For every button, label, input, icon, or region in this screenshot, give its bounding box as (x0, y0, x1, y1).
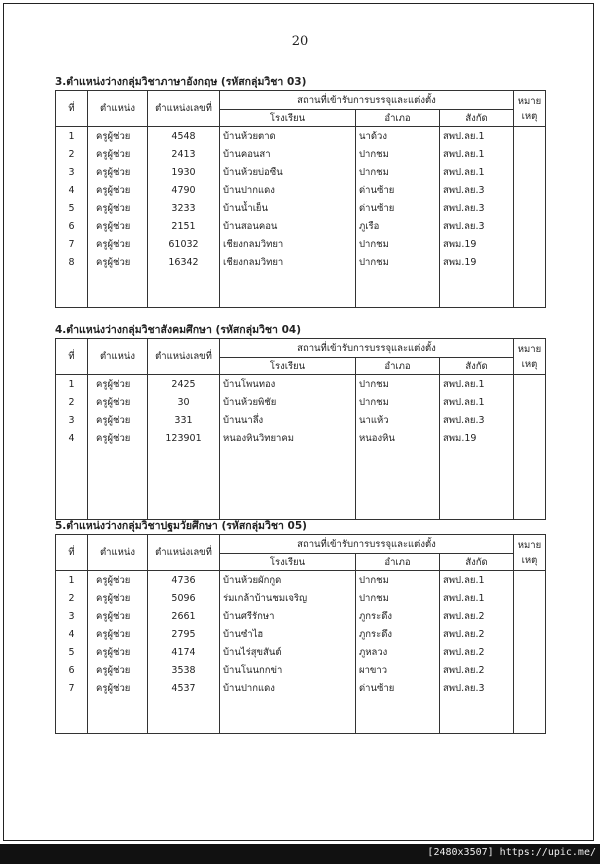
table-row (56, 411, 546, 429)
cell-position-number: 4790 (148, 181, 220, 199)
cell-school (220, 715, 356, 734)
cell-school: บ้านน้ำเย็น (220, 199, 356, 217)
header-position: ตำแหน่ง (88, 535, 148, 571)
cell-position: ครูผู้ช่วย (88, 571, 148, 590)
cell-position-number: 5096 (148, 589, 220, 607)
cell-remark (514, 715, 546, 734)
cell-no: 2 (56, 589, 88, 607)
cell-affiliation: สพป.ลย.3 (440, 181, 514, 199)
cell-remark (514, 127, 546, 146)
header-placement: สถานที่เข้ารับการบรรจุและแต่งตั้ง (220, 339, 514, 358)
cell-position: ครูผู้ช่วย (88, 145, 148, 163)
cell-position-number: 331 (148, 411, 220, 429)
cell-no: 3 (56, 411, 88, 429)
cell-remark (514, 289, 546, 308)
vacancy-table (55, 338, 546, 520)
empty-row (56, 483, 546, 501)
cell-school: บ้านสอนคอน (220, 217, 356, 235)
cell-school (220, 501, 356, 520)
cell-position: ครูผู้ช่วย (88, 217, 148, 235)
section-title: 5.ตำแหน่งว่างกลุ่มวิชาปฐมวัยศึกษา (รหัสกลุ่มวิชา 05) (55, 520, 307, 532)
header-no: ที่ (56, 91, 88, 127)
cell-affiliation: สพป.ลย.2 (440, 607, 514, 625)
table-row (56, 163, 546, 181)
header-no: ที่ (56, 535, 88, 571)
cell-remark (514, 429, 546, 447)
cell-district: ภูกระดึง (356, 625, 440, 643)
table-row (56, 199, 546, 217)
cell-district: ปากชม (356, 589, 440, 607)
cell-affiliation (440, 715, 514, 734)
cell-school: บ้านศรีรักษา (220, 607, 356, 625)
cell-position-number (148, 271, 220, 289)
cell-position-number (148, 715, 220, 734)
header-position-number: ตำแหน่งเลขที่ (148, 91, 220, 127)
cell-position-number: 16342 (148, 253, 220, 271)
cell-affiliation: สพป.ลย.1 (440, 145, 514, 163)
cell-no: 7 (56, 235, 88, 253)
cell-district (356, 697, 440, 715)
cell-school: บ้านห้วยผักกูด (220, 571, 356, 590)
header-position: ตำแหน่ง (88, 339, 148, 375)
cell-remark (514, 625, 546, 643)
cell-position (88, 715, 148, 734)
cell-affiliation: สพม.19 (440, 429, 514, 447)
cell-affiliation (440, 289, 514, 308)
cell-remark (514, 235, 546, 253)
cell-position: ครูผู้ช่วย (88, 625, 148, 643)
cell-no: 5 (56, 643, 88, 661)
cell-position: ครูผู้ช่วย (88, 411, 148, 429)
cell-district: ด่านซ้าย (356, 181, 440, 199)
cell-position-number: 3233 (148, 199, 220, 217)
cell-position-number: 123901 (148, 429, 220, 447)
cell-no: 4 (56, 181, 88, 199)
cell-school: บ้านนาลึ่ง (220, 411, 356, 429)
cell-no: 6 (56, 217, 88, 235)
cell-no: 4 (56, 625, 88, 643)
table-row (56, 571, 546, 590)
cell-district: ด่านซ้าย (356, 679, 440, 697)
header-position-number: ตำแหน่งเลขที่ (148, 339, 220, 375)
table-row (56, 607, 546, 625)
header-remark-line2: เหตุ (521, 358, 538, 370)
cell-remark (514, 661, 546, 679)
cell-no: 3 (56, 607, 88, 625)
cell-position: ครูผู้ช่วย (88, 661, 148, 679)
cell-affiliation: สพป.ลย.1 (440, 393, 514, 411)
empty-row (56, 271, 546, 289)
cell-district (356, 465, 440, 483)
table-row (56, 625, 546, 643)
cell-school: บ้านซำไฮ (220, 625, 356, 643)
table-row (56, 127, 546, 146)
header-remark (514, 339, 546, 375)
cell-no: 8 (56, 253, 88, 271)
cell-remark (514, 411, 546, 429)
cell-no (56, 483, 88, 501)
cell-position-number (148, 447, 220, 465)
cell-district: นาด้วง (356, 127, 440, 146)
cell-remark (514, 643, 546, 661)
cell-remark (514, 501, 546, 520)
cell-no: 5 (56, 199, 88, 217)
cell-school: บ้านโนนกกข่า (220, 661, 356, 679)
cell-position (88, 697, 148, 715)
header-remark (514, 91, 546, 127)
cell-school (220, 483, 356, 501)
cell-school: บ้านโพนทอง (220, 375, 356, 394)
header-affiliation: สังกัด (440, 554, 514, 571)
cell-remark (514, 447, 546, 465)
cell-district (356, 715, 440, 734)
cell-no: 6 (56, 661, 88, 679)
table-row (56, 643, 546, 661)
cell-district: ปากชม (356, 145, 440, 163)
cell-district: ผาขาว (356, 661, 440, 679)
cell-remark (514, 181, 546, 199)
cell-district: หนองหิน (356, 429, 440, 447)
cell-no (56, 271, 88, 289)
header-remark-line2: เหตุ (521, 110, 538, 122)
cell-no: 2 (56, 145, 88, 163)
cell-affiliation (440, 465, 514, 483)
cell-affiliation: สพป.ลย.1 (440, 589, 514, 607)
cell-position-number: 4736 (148, 571, 220, 590)
cell-position-number: 30 (148, 393, 220, 411)
cell-no (56, 697, 88, 715)
cell-remark (514, 465, 546, 483)
cell-school (220, 447, 356, 465)
cell-remark (514, 571, 546, 590)
cell-position (88, 447, 148, 465)
table-row (56, 429, 546, 447)
header-remark (514, 535, 546, 571)
cell-position-number: 4548 (148, 127, 220, 146)
cell-school (220, 697, 356, 715)
table-row (56, 235, 546, 253)
cell-affiliation: สพม.19 (440, 253, 514, 271)
cell-position-number (148, 501, 220, 520)
cell-affiliation: สพป.ลย.1 (440, 163, 514, 181)
cell-affiliation: สพป.ลย.3 (440, 411, 514, 429)
table-row (56, 375, 546, 394)
header-district: อำเภอ (356, 358, 440, 375)
cell-school: บ้านไร่สุขสันต์ (220, 643, 356, 661)
cell-position-number: 61032 (148, 235, 220, 253)
cell-school: บ้านห้วยพิชัย (220, 393, 356, 411)
cell-school (220, 271, 356, 289)
cell-position: ครูผู้ช่วย (88, 127, 148, 146)
header-no: ที่ (56, 339, 88, 375)
header-remark-line1: หมาย (517, 343, 542, 355)
empty-row (56, 697, 546, 715)
cell-district (356, 289, 440, 308)
vacancy-table (55, 90, 546, 308)
cell-no (56, 715, 88, 734)
cell-affiliation: สพป.ลย.2 (440, 625, 514, 643)
cell-district: ปากชม (356, 253, 440, 271)
header-district: อำเภอ (356, 554, 440, 571)
cell-district: ปากชม (356, 163, 440, 181)
page-number: 20 (291, 34, 309, 49)
empty-row (56, 501, 546, 520)
cell-remark (514, 679, 546, 697)
header-position-number: ตำแหน่งเลขที่ (148, 535, 220, 571)
cell-position-number: 4537 (148, 679, 220, 697)
header-remark-line1: หมาย (517, 95, 542, 107)
cell-affiliation: สพป.ลย.1 (440, 375, 514, 394)
cell-remark (514, 253, 546, 271)
section-title: 3.ตำแหน่งว่างกลุ่มวิชาภาษาอังกฤษ (รหัสกลุ่มวิชา 03) (55, 76, 307, 88)
cell-district: ภูเรือ (356, 217, 440, 235)
header-placement: สถานที่เข้ารับการบรรจุและแต่งตั้ง (220, 91, 514, 110)
cell-remark (514, 607, 546, 625)
cell-affiliation (440, 271, 514, 289)
cell-affiliation: สพป.ลย.3 (440, 199, 514, 217)
empty-row (56, 289, 546, 308)
cell-remark (514, 271, 546, 289)
cell-position-number: 1930 (148, 163, 220, 181)
cell-position (88, 271, 148, 289)
cell-position: ครูผู้ช่วย (88, 643, 148, 661)
cell-school: บ้านห้วยตาด (220, 127, 356, 146)
cell-no: 1 (56, 375, 88, 394)
cell-position (88, 483, 148, 501)
table-body (56, 127, 546, 308)
header-placement: สถานที่เข้ารับการบรรจุและแต่งตั้ง (220, 535, 514, 554)
cell-no (56, 447, 88, 465)
cell-remark (514, 589, 546, 607)
cell-remark (514, 393, 546, 411)
cell-position: ครูผู้ช่วย (88, 163, 148, 181)
cell-remark (514, 697, 546, 715)
cell-position: ครูผู้ช่วย (88, 679, 148, 697)
table-row (56, 217, 546, 235)
cell-remark (514, 375, 546, 394)
cell-affiliation: สพป.ลย.3 (440, 217, 514, 235)
cell-affiliation (440, 697, 514, 715)
header-district: อำเภอ (356, 110, 440, 127)
empty-row (56, 447, 546, 465)
cell-position (88, 289, 148, 308)
cell-school (220, 465, 356, 483)
cell-position-number (148, 697, 220, 715)
cell-district: ด่านซ้าย (356, 199, 440, 217)
cell-district: ปากชม (356, 375, 440, 394)
header-position: ตำแหน่ง (88, 91, 148, 127)
cell-district (356, 501, 440, 520)
cell-position: ครูผู้ช่วย (88, 181, 148, 199)
header-affiliation: สังกัด (440, 110, 514, 127)
cell-position (88, 501, 148, 520)
cell-school: เชียงกลมวิทยา (220, 235, 356, 253)
cell-school: บ้านปากแดง (220, 181, 356, 199)
cell-no: 3 (56, 163, 88, 181)
watermark-text: [2480x3507] https://upic.me/ (427, 847, 596, 858)
cell-position-number: 3538 (148, 661, 220, 679)
cell-position-number: 4174 (148, 643, 220, 661)
table-row (56, 661, 546, 679)
cell-district (356, 483, 440, 501)
cell-position-number (148, 289, 220, 308)
cell-school: บ้านห้วยบ่อซืน (220, 163, 356, 181)
cell-district: ปากชม (356, 235, 440, 253)
table-row (56, 181, 546, 199)
cell-no (56, 501, 88, 520)
section-social-studies (55, 322, 545, 520)
cell-district (356, 447, 440, 465)
cell-no: 7 (56, 679, 88, 697)
cell-position: ครูผู้ช่วย (88, 393, 148, 411)
header-remark-line1: หมาย (517, 539, 542, 551)
cell-affiliation: สพม.19 (440, 235, 514, 253)
cell-position-number (148, 483, 220, 501)
watermark-bar (0, 844, 600, 864)
cell-affiliation: สพป.ลย.2 (440, 643, 514, 661)
cell-affiliation (440, 447, 514, 465)
cell-position: ครูผู้ช่วย (88, 429, 148, 447)
section-english (55, 74, 545, 308)
section-title: 4.ตำแหน่งว่างกลุ่มวิชาสังคมศึกษา (รหัสกลุ่มวิชา 04) (55, 324, 301, 336)
cell-no: 1 (56, 571, 88, 590)
cell-district: ปากชม (356, 393, 440, 411)
header-remark-line2: เหตุ (521, 554, 538, 566)
cell-affiliation: สพป.ลย.1 (440, 571, 514, 590)
header-affiliation: สังกัด (440, 358, 514, 375)
cell-remark (514, 163, 546, 181)
cell-district: ภูกระดึง (356, 607, 440, 625)
cell-school: ร่มเกล้าบ้านชมเจริญ (220, 589, 356, 607)
cell-affiliation: สพป.ลย.3 (440, 679, 514, 697)
cell-position-number: 2661 (148, 607, 220, 625)
cell-no: 4 (56, 429, 88, 447)
table-row (56, 589, 546, 607)
cell-position (88, 465, 148, 483)
cell-position-number (148, 465, 220, 483)
cell-remark (514, 483, 546, 501)
header-school: โรงเรียน (220, 554, 356, 571)
cell-affiliation: สพป.ลย.2 (440, 661, 514, 679)
cell-affiliation (440, 483, 514, 501)
cell-school: บ้านปากแดง (220, 679, 356, 697)
cell-position: ครูผู้ช่วย (88, 375, 148, 394)
table-row (56, 679, 546, 697)
cell-position: ครูผู้ช่วย (88, 199, 148, 217)
cell-school: หนองหินวิทยาคม (220, 429, 356, 447)
header-school: โรงเรียน (220, 358, 356, 375)
cell-affiliation: สพป.ลย.1 (440, 127, 514, 146)
cell-district (356, 271, 440, 289)
table-row (56, 393, 546, 411)
cell-position-number: 2795 (148, 625, 220, 643)
cell-district: นาแห้ว (356, 411, 440, 429)
cell-district: ภูหลวง (356, 643, 440, 661)
table-body (56, 571, 546, 734)
cell-position: ครูผู้ช่วย (88, 235, 148, 253)
header-school: โรงเรียน (220, 110, 356, 127)
empty-row (56, 715, 546, 734)
table-row (56, 253, 546, 271)
cell-no (56, 465, 88, 483)
vacancy-table (55, 534, 546, 734)
cell-no (56, 289, 88, 308)
cell-no: 2 (56, 393, 88, 411)
cell-remark (514, 199, 546, 217)
cell-position-number: 2151 (148, 217, 220, 235)
cell-affiliation (440, 501, 514, 520)
cell-position-number: 2425 (148, 375, 220, 394)
table-body (56, 375, 546, 520)
cell-position-number: 2413 (148, 145, 220, 163)
cell-school: เชียงกลมวิทยา (220, 253, 356, 271)
empty-row (56, 465, 546, 483)
cell-school (220, 289, 356, 308)
cell-position: ครูผู้ช่วย (88, 589, 148, 607)
cell-remark (514, 145, 546, 163)
cell-no: 1 (56, 127, 88, 146)
section-early-childhood (55, 518, 545, 734)
cell-school: บ้านคอนสา (220, 145, 356, 163)
table-row (56, 145, 546, 163)
cell-district: ปากชม (356, 571, 440, 590)
cell-position: ครูผู้ช่วย (88, 253, 148, 271)
cell-position: ครูผู้ช่วย (88, 607, 148, 625)
cell-remark (514, 217, 546, 235)
